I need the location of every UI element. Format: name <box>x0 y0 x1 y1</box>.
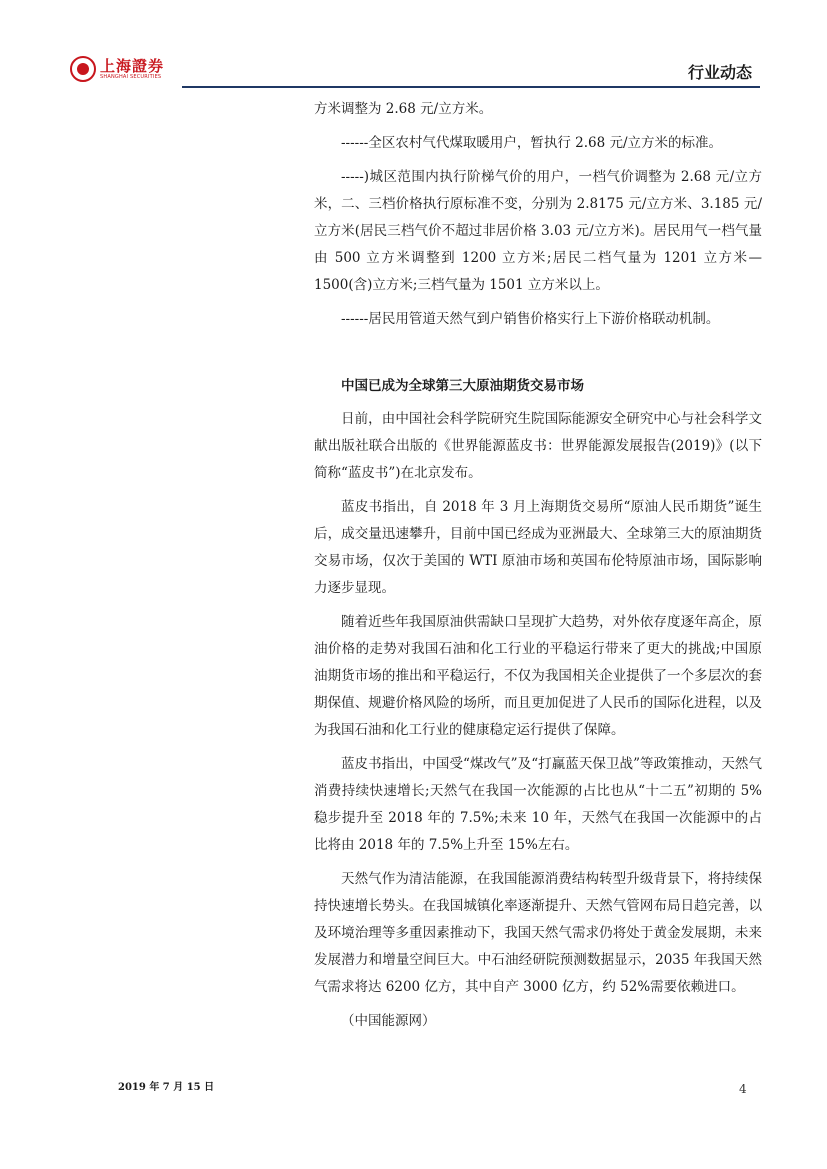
page-header <box>70 50 760 90</box>
paragraph-gas-consumption: 蓝皮书指出，中国受“煤改气”及“打赢蓝天保卫战”等政策推动，天然气消费持续快速增长;天然气在我国一次能源的占比也从“十二五”初期的 5%稳步提升至 2018 年的 7.5%;未来 10 年，天然气在我国一次能源中的占比将由 2018 年的 7.5%上升至 15%左右。 <box>314 756 762 853</box>
article-body <box>314 96 762 1042</box>
logo-emblem-icon <box>70 56 96 82</box>
section-title: 行业动态 <box>687 63 752 82</box>
paragraph-gas-outlook: 天然气作为清洁能源，在我国能源消费结构转型升级背景下，将持续保持快速增长势头。在我国城镇化率逐渐提升、天然气管网布局日趋完善，以及环境治理等多重因素推动下，我国天然气需求仍将处于黄金发展期，未来发展潜力和增量空间巨大。中石油经研院预测数据显示，2035 年我国天然气需求将达 6200 亿方，其中自产 3000 亿方，约 52%需要依赖进口。 <box>314 871 762 995</box>
paragraph-futures-market: 蓝皮书指出，自 2018 年 3 月上海期货交易所“原油人民币期货”诞生后，成交量迅速攀升，目前中国已经成为亚洲最大、全球第三大的原油期货交易市场，仅次于美国的 WTI 原油市场和英国布伦特原油市场，国际影响力逐步显现。 <box>314 499 762 596</box>
paragraph-price-linkage: ------居民用管道天然气到户销售价格实行上下游价格联动机制。 <box>341 311 720 327</box>
company-logo <box>70 56 164 82</box>
paragraph-tiered-pricing: -----)城区范围内执行阶梯气价的用户，一档气价调整为 2.68 元/立方米，二、三档价格执行原标准不变，分别为 2.8175 元/立方米、3.185 元/立方米(居民三档气价不超过非居价格 3.03 元/立方米)。居民用气一档气量由 500 立方米调整到 1200 立方米;居民二档气量为 1201 立方米—1500(含)立方米;三档气量为 1501 立方米以上。 <box>314 169 762 293</box>
logo-chinese-name: 上海證券 <box>100 56 165 75</box>
footer-date: 2019 年 7 月 15 日 <box>118 1082 215 1093</box>
paragraph-continuation: 方米调整为 2.68 元/立方米。 <box>314 101 493 117</box>
paragraph-rural-users: ------全区农村气代煤取暖用户，暂执行 2.68 元/立方米的标准。 <box>341 135 723 151</box>
logo-text <box>100 58 164 81</box>
logo-english-name: SHANGHAI SECURITIES <box>100 73 162 80</box>
header-divider <box>182 86 760 88</box>
page-number: 4 <box>739 1082 747 1096</box>
article-source: （中国能源网） <box>341 1013 436 1029</box>
paragraph-bluebook-release: 日前，由中国社会科学院研究生院国际能源安全研究中心与社会科学文献出版社联合出版的《世界能源蓝皮书：世界能源发展报告(2019)》(以下简称“蓝皮书”)在北京发布。 <box>314 411 762 481</box>
article-heading: 中国已成为全球第三大原油期货交易市场 <box>341 378 584 394</box>
paragraph-supply-gap: 随着近些年我国原油供需缺口呈现扩大趋势，对外依存度逐年高企，原油价格的走势对我国石油和化工行业的平稳运行带来了更大的挑战;中国原油期货市场的推出和平稳运行，不仅为我国相关企业提供了一个多层次的套期保值、规避价格风险的场所，而且更加促进了人民币的国际化进程，以及为我国石油和化工行业的健康稳定运行提供了保障。 <box>314 614 762 738</box>
